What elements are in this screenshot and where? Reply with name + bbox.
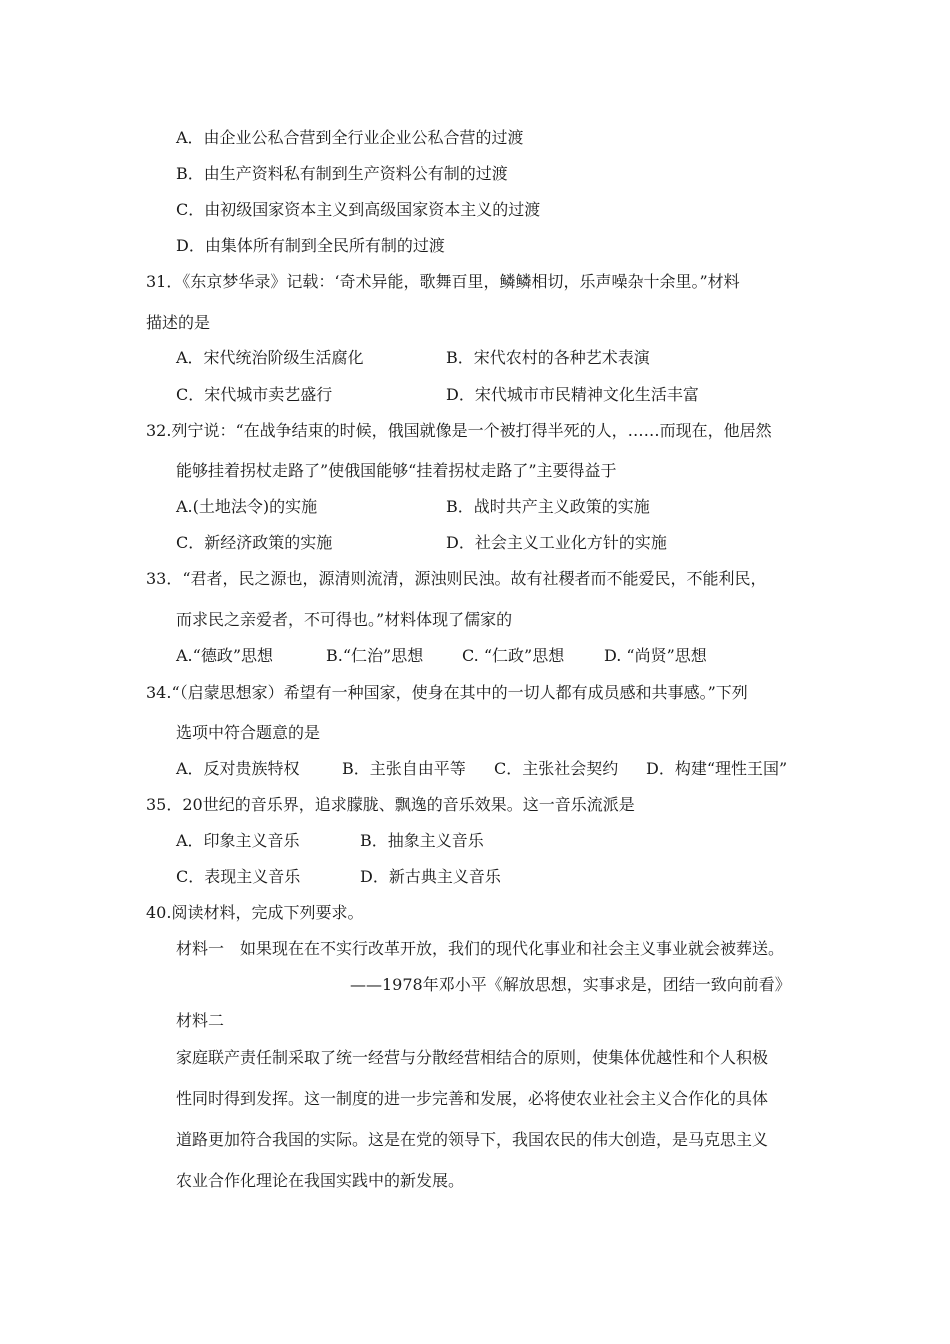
q33-option-d: D. “尚贤”思想 [604,646,707,665]
q31-option-d: D．宋代城市市民精神文化生活丰富 [446,385,699,404]
q32-option-c: C．新经济政策的实施 [176,533,333,552]
q35-option-b: B．抽象主义音乐 [360,831,484,850]
q33-options-row [176,646,796,666]
q33-stem-line1: 33．“君者，民之源也，源清则流清，源浊则民浊。故有社稷者而不能爱民，不能利民， [146,569,767,588]
q33-option-a: A.“德政”思想 [176,646,274,665]
q31-option-b: B．宋代农村的各种艺术表演 [446,348,650,367]
q35-option-a: A．印象主义音乐 [176,831,300,850]
q35-stem: 35．20世纪的音乐界，追求朦胧、飘逸的音乐效果。这一音乐流派是 [146,795,635,814]
q35-option-c: C．表现主义音乐 [176,867,301,886]
q40-stem: 40.阅读材料，完成下列要求。 [146,903,364,922]
q40-material2-line: 家庭联产责任制采取了统一经营与分散经营相结合的原则，使集体优越性和个人积极 [176,1048,769,1067]
q32-option-b: B．战时共产主义政策的实施 [446,497,650,516]
q31-option-c: C．宋代城市卖艺盛行 [176,385,333,404]
q34-stem-line1: 34.“（启蒙思想家）希望有一种国家，使身在其中的一切人都有成员感和共事感。”下列 [146,683,748,702]
q32-option-d: D．社会主义工业化方针的实施 [446,533,667,552]
q33-option-c: C. “仁政”思想 [462,646,565,665]
q31-stem-line1: 31．《东京梦华录》记载：‘奇术异能，歌舞百里，鳞鳞相切，乐声噪杂十余里。”材料 [146,272,740,291]
q40-material2-line: 性同时得到发挥。这一制度的进一步完善和发展，必将使农业社会主义合作化的具体 [176,1089,769,1108]
q40-material1-source: ——1978年邓小平《解放思想，实事求是，团结一致向前看》 [350,975,791,994]
q32-stem-line1: 32.列宁说：“在战争结束的时候，俄国就像是一个被打得半死的人，……而现在，他居然 [146,421,772,440]
q40-material2-title: 材料二 [176,1011,225,1030]
q30-option-b: B．由生产资料私有制到生产资料公有制的过渡 [176,164,508,183]
q33-option-b: B.“仁治”思想 [326,646,424,665]
q33-stem-line2: 而求民之亲爱者，不可得也。”材料体现了儒家的 [176,610,513,629]
q34-option-b: B．主张自由平等 [342,759,466,778]
q30-option-c: C．由初级国家资本主义到高级国家资本主义的过渡 [176,200,541,219]
q40-material2-line: 道路更加符合我国的实际。这是在党的领导下，我国农民的伟大创造，是马克思主义 [176,1130,769,1149]
q40-material1: 材料一 如果现在在不实行改革开放，我们的现代化事业和社会主义事业就会被葬送。 [176,939,785,958]
q32-option-a: A.(土地法令)的实施 [176,497,318,516]
q30-option-d: D．由集体所有制到全民所有制的过渡 [176,236,445,255]
q34-option-c: C．主张社会契约 [494,759,619,778]
q34-stem-line2: 选项中符合题意的是 [176,723,321,742]
q34-option-d: D．构建“理性王国” [646,759,788,778]
q34-options-row [176,759,816,779]
q35-option-d: D．新古典主义音乐 [360,867,501,886]
q31-stem-line2: 描述的是 [146,313,211,332]
q31-option-a: A．宋代统治阶级生活腐化 [176,348,364,367]
q32-stem-line2: 能够挂着拐杖走路了”使俄国能够“挂着拐杖走路了”主要得益于 [176,461,617,480]
q34-option-a: A．反对贵族特权 [176,759,300,778]
q30-option-a: A．由企业公私合营到全行业企业公私合营的过渡 [176,128,524,147]
q40-material2-line: 农业合作化理论在我国实践中的新发展。 [176,1171,465,1190]
